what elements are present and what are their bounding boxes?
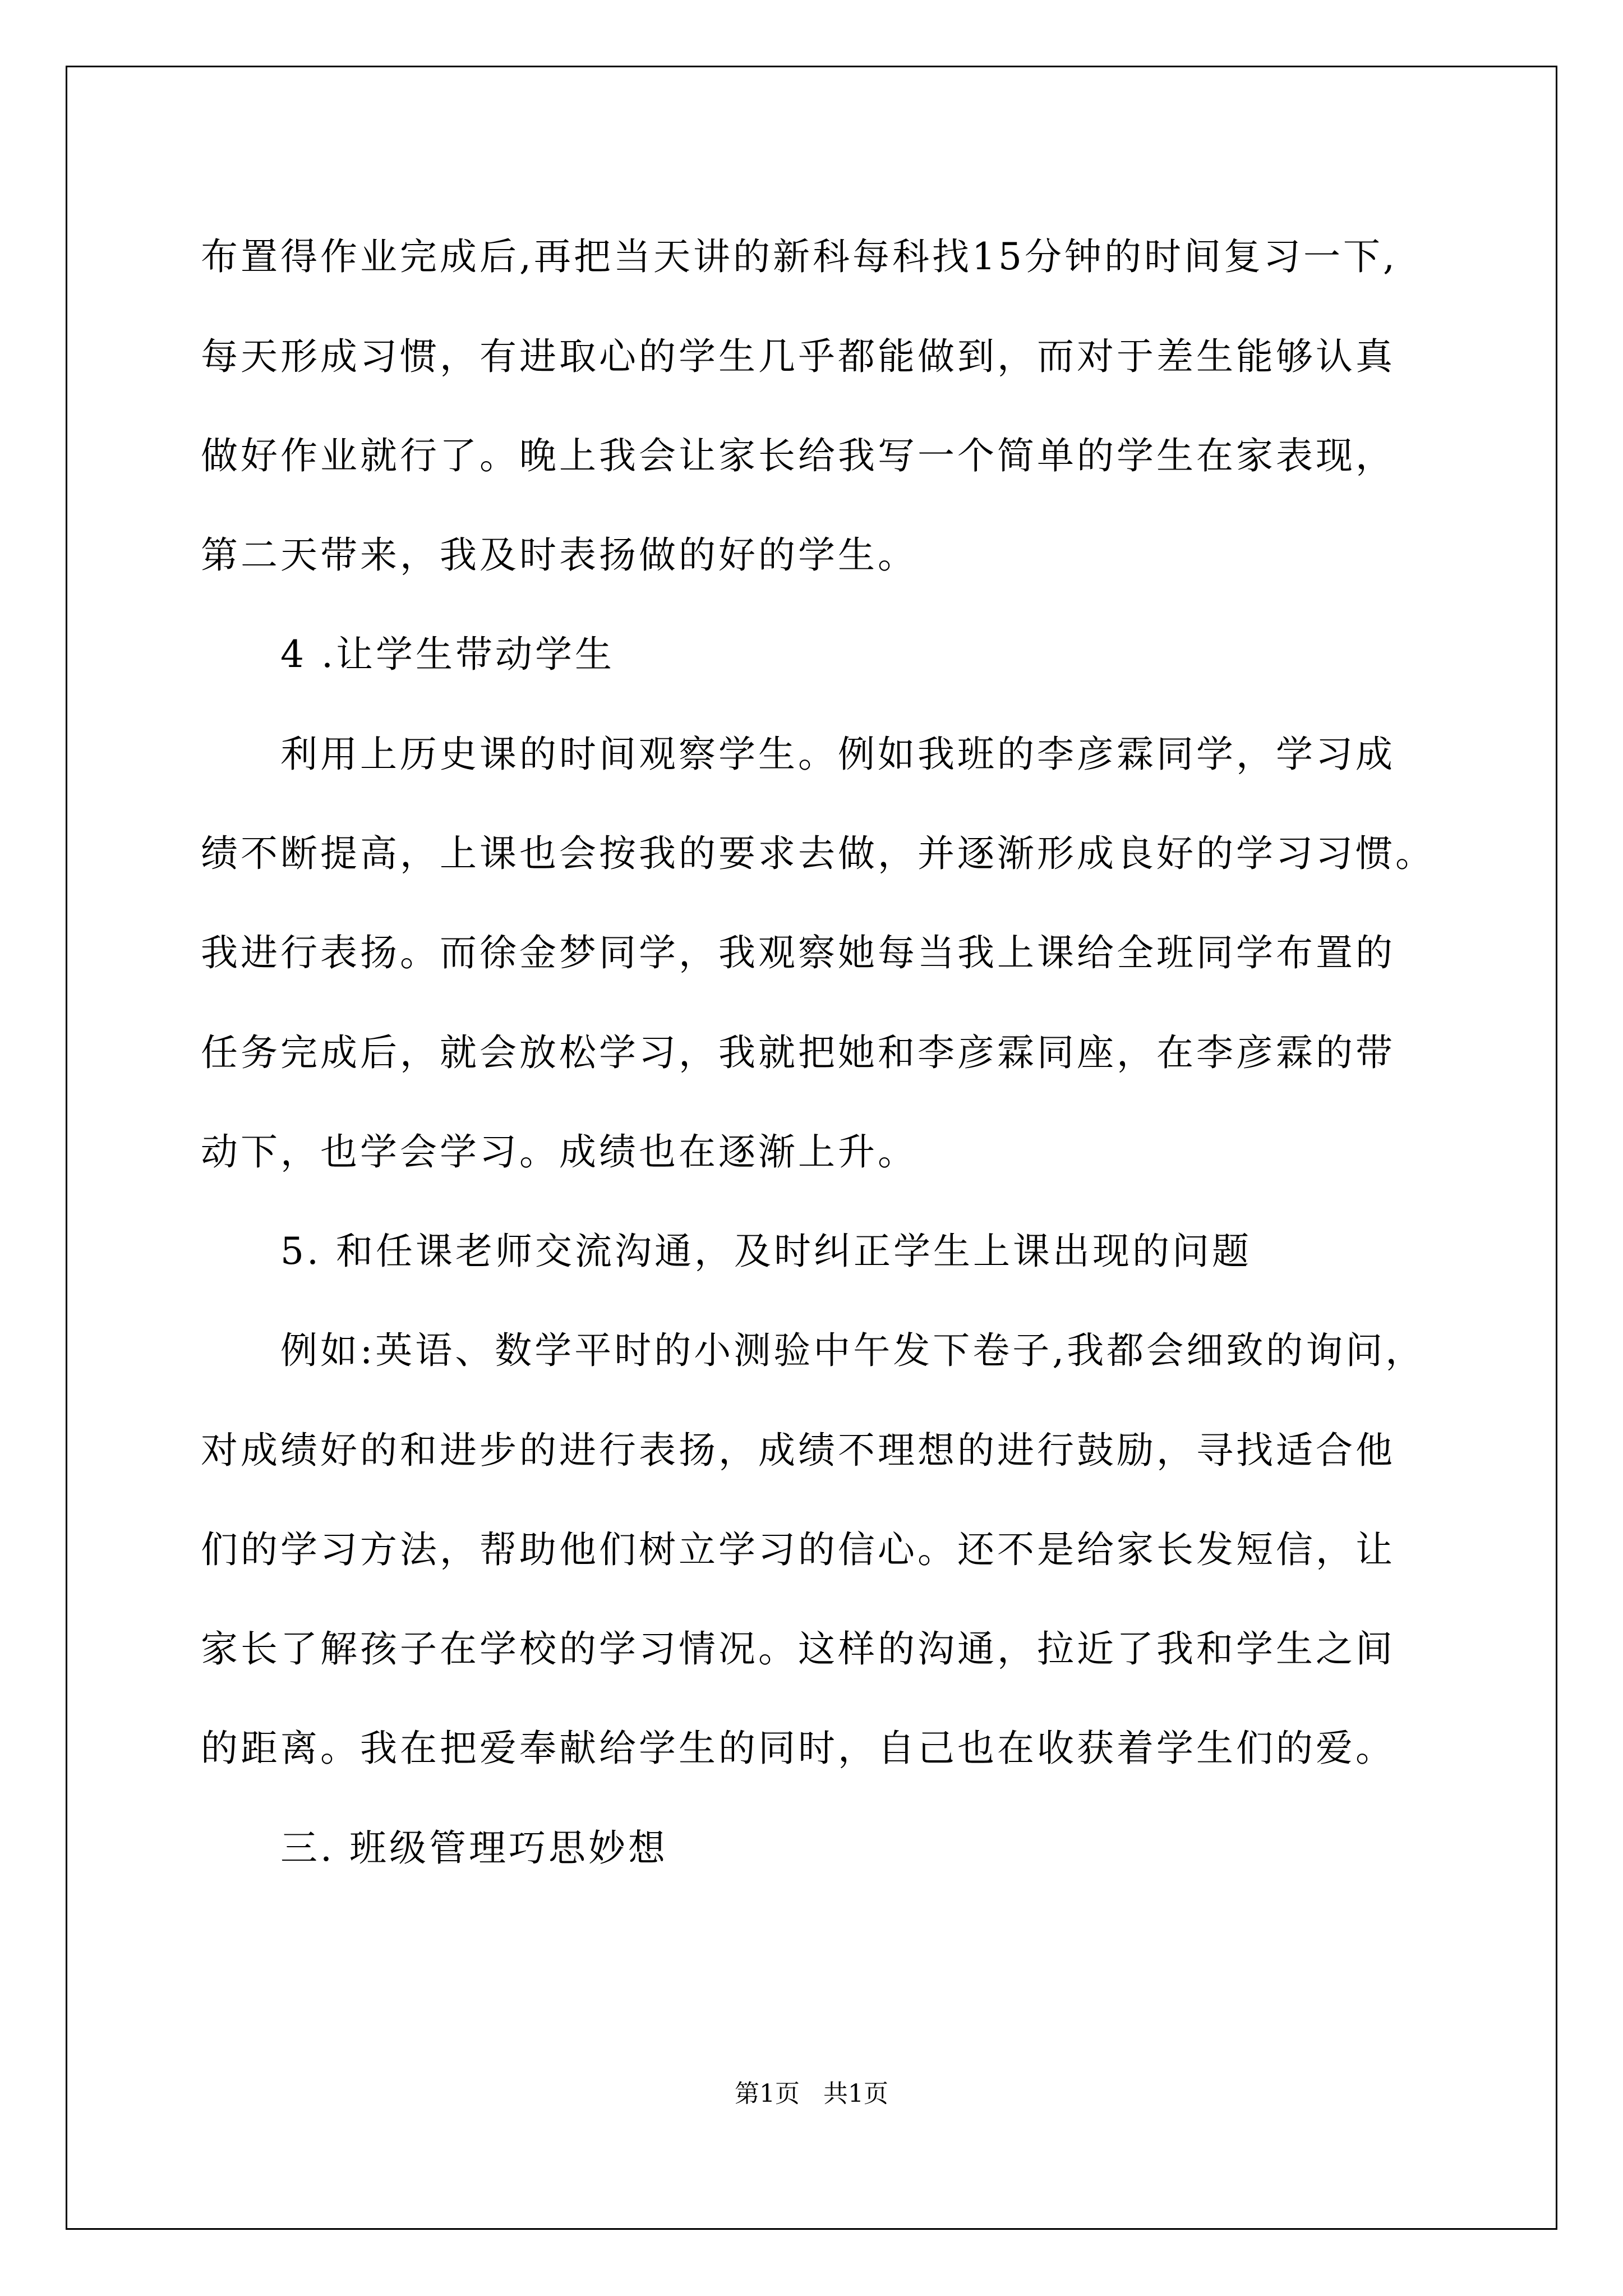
paragraph-line-10: 动下，也学会学习。成绩也在逐渐上升。 xyxy=(201,1130,917,1174)
paragraph-line-15: 家长了解孩子在学校的学习情况。这样的沟通，拉近了我和学生之间 xyxy=(201,1627,1395,1671)
paragraph-line-9: 任务完成后，就会放松学习，我就把她和李彦霖同座，在李彦霖的带 xyxy=(201,1031,1395,1074)
paragraph-line-6: 利用上历史课的时间观察学生。例如我班的李彦霖同学，学习成 xyxy=(280,733,1395,776)
section-heading-3: 三. 班级管理巧思妙想 xyxy=(280,1826,668,1870)
paragraph-line-1: 布置得作业完成后,再把当天讲的新科每科找15分钟的时间复习一下, xyxy=(201,235,1398,278)
paragraph-line-8: 我进行表扬。而徐金梦同学，我观察她每当我上课给全班同学布置的 xyxy=(201,931,1395,974)
paragraph-line-7: 绩不断提高，上课也会按我的要求去做，并逐渐形成良好的学习习惯。 xyxy=(201,832,1435,875)
paragraph-line-12: 例如:英语、数学平时的小测验中午发下卷子,我都会细致的询问， xyxy=(280,1329,1426,1372)
paragraph-line-13: 对成绩好的和进步的进行表扬，成绩不理想的进行鼓励，寻找适合他 xyxy=(201,1429,1395,1472)
paragraph-line-3: 做好作业就行了。晚上我会让家长给我写一个简单的学生在家表现， xyxy=(201,434,1395,477)
paragraph-line-2: 每天形成习惯，有进取心的学生几乎都能做到，而对于差生能够认真 xyxy=(201,335,1395,378)
section-heading-5: 5. 和任课老师交流沟通，及时纠正学生上课出现的问题 xyxy=(280,1230,1252,1273)
paragraph-line-14: 们的学习方法，帮助他们树立学习的信心。还不是给家长发短信，让 xyxy=(201,1528,1395,1571)
paragraph-line-16: 的距离。我在把爱奉献给学生的同时，自己也在收获着学生们的爱。 xyxy=(201,1727,1395,1770)
section-heading-4: 4 .让学生带动学生 xyxy=(280,633,615,676)
page-number-footer: 第1页 共1页 xyxy=(735,2079,888,2108)
paragraph-line-4: 第二天带来，我及时表扬做的好的学生。 xyxy=(201,533,917,577)
